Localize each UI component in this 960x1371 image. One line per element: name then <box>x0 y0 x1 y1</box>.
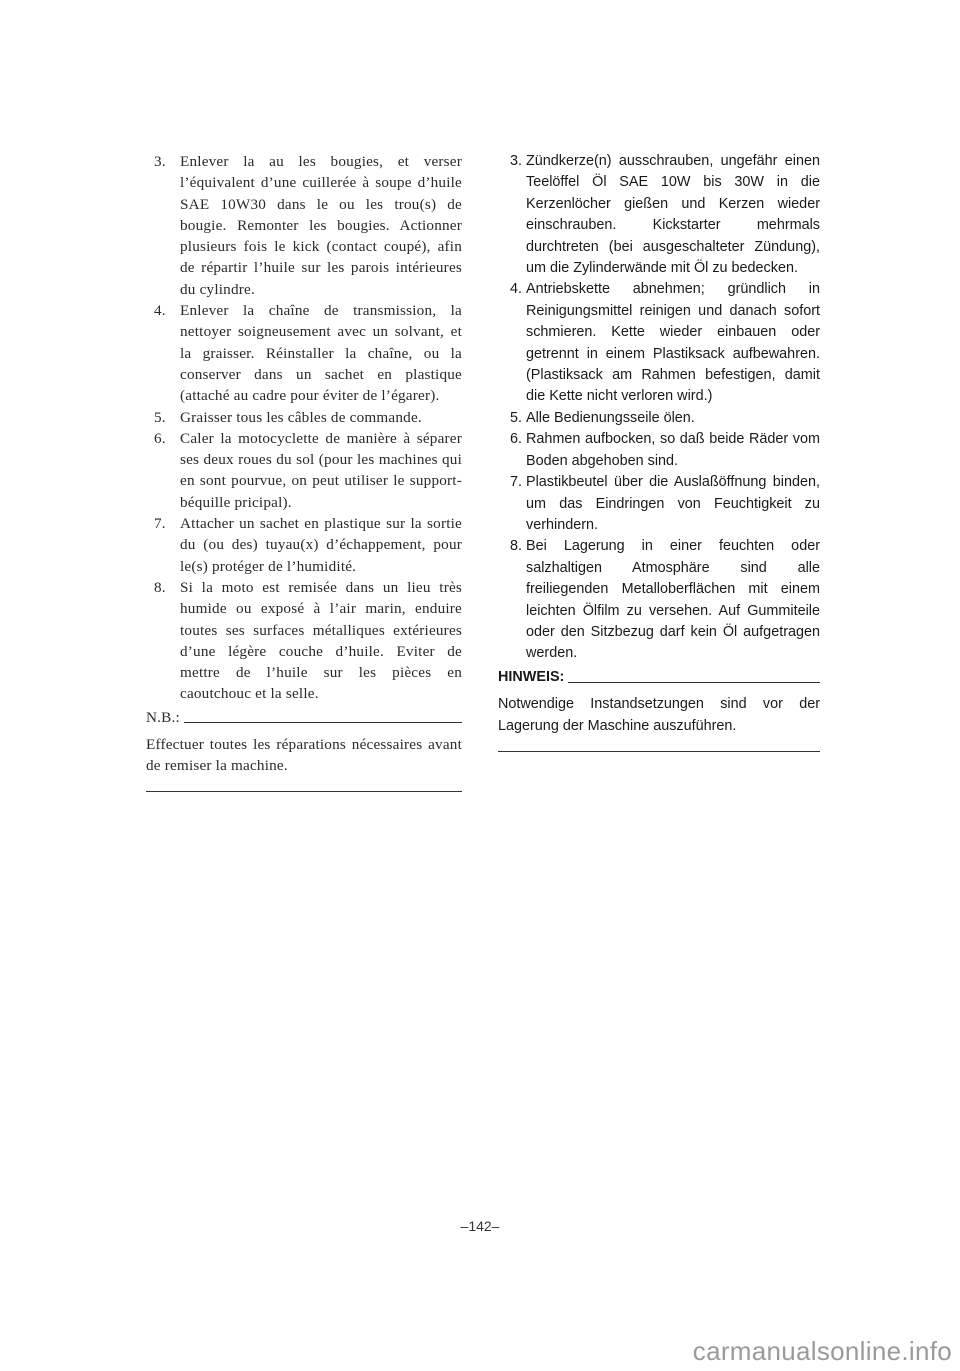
step-number: 5. <box>510 409 523 426</box>
note-end-rule <box>146 791 462 792</box>
step-text: Si la moto est remisée dans un lieu très humide ou exposé à l’air marin, enduire toutes ses surfaces métalliques extérieures d’une légère couche d’huile. Eviter de mettre de l’huile sur les pièces en caoutchouc et la selle. <box>180 578 462 703</box>
step-text: Zündkerze(n) ausschrauben, ungefähr einen Teelöffel Öl SAE 10W bis 30W in die Kerzenlöcher gießen und Kerzen wieder einschrauben. Kickstarter mehrmals durchtreten (bei ausgeschalteter Zündung), um die Zylinderwände mit Öl zu bedecken. <box>526 153 820 277</box>
german-step-6 <box>498 429 820 472</box>
step-text: Bei Lagerung in einer feuchten oder salzhaltigen Atmosphäre sind alle freiliegenden Metalloberflächen mit einem leichten Ölfilm zu versehen. Auf Gummiteile oder den Sitzbezug darf kein Öl aufgetragen werden. <box>526 538 820 662</box>
french-note-heading <box>146 707 462 728</box>
french-step-8 <box>146 577 462 705</box>
german-step-3 <box>498 151 820 279</box>
step-text: Plastikbeutel über die Auslaßöffnung binden, um das Eindringen von Feuchtigkeit zu verhindern. <box>526 474 820 533</box>
french-steps-list <box>146 151 462 705</box>
step-text: Graisser tous les câbles de commande. <box>180 408 422 426</box>
french-step-7 <box>146 513 462 577</box>
french-step-4 <box>146 300 462 406</box>
german-step-5 <box>498 408 820 429</box>
note-end-rule <box>498 751 820 752</box>
step-number: 8. <box>154 578 166 596</box>
french-column <box>146 151 462 792</box>
step-text: Attacher un sachet en plastique sur la sortie du (ou des) tuyau(x) d’échappement, pour le(s) protéger de l’humidité. <box>180 515 462 575</box>
step-text: Enlever la au les bougies, et verser l’équivalent d’une cuillerée à soupe d’huile SAE 10W30 dans le ou les trou(s) de bougie. Remonter les bougies. Actionner plusieurs fois le kick (contact coupé), afin de répartir l’huile sur les parois intérieures du cylindre. <box>180 153 462 298</box>
german-step-4 <box>498 279 820 407</box>
french-step-3 <box>146 151 462 300</box>
step-number: 6. <box>510 431 523 448</box>
step-text: Caler la motocyclette de manière à séparer ses deux roues du sol (pour les machines qui en sont pourvue, on peut utiliser le support-béquille pricipal). <box>180 429 462 511</box>
step-number: 6. <box>154 429 166 447</box>
step-number: 3. <box>510 153 523 169</box>
step-text: Antriebskette abnehmen; gründlich in Reinigungsmittel reinigen und danach sofort schmieren. Kette wieder einbauen oder getrennt in einem Plastiksack aufbewahren. (Plastiksack am Rahmen befestigen, damit die Kette nicht verloren wird.) <box>526 281 820 405</box>
step-text: Enlever la chaîne de transmission, la nettoyer soigneusement avec un solvant, et la graisser. Réinstaller la chaîne, ou la conserver dans un sachet en plastique (attaché au cadre pour éviter de l’égarer). <box>180 302 462 405</box>
german-note-text: Notwendige Instandsetzungen sind vor der Lagerung der Maschine auszuführen. <box>498 696 820 734</box>
french-step-5 <box>146 407 462 428</box>
german-steps-list <box>498 151 820 665</box>
french-step-6 <box>146 428 462 513</box>
step-number: 8. <box>510 538 523 555</box>
step-text: Alle Bedienungsseile ölen. <box>526 409 695 426</box>
note-heading-rule <box>184 722 462 723</box>
step-number: 4. <box>154 302 166 320</box>
step-number: 7. <box>154 515 166 533</box>
step-number: 4. <box>510 281 523 298</box>
step-text: Rahmen aufbocken, so daß beide Räder vom Boden abgehoben sind. <box>526 431 820 469</box>
french-note-text: Effectuer toutes les réparations nécessaires avant de remiser la machine. <box>146 736 462 775</box>
step-number: 5. <box>154 408 166 426</box>
step-number: 7. <box>510 474 523 491</box>
german-column <box>498 151 820 752</box>
german-note-heading <box>498 667 820 688</box>
french-note-label: N.B.: <box>146 708 180 726</box>
german-step-7 <box>498 472 820 536</box>
german-step-8 <box>498 536 820 664</box>
note-heading-rule <box>568 682 820 683</box>
watermark-text: carmanualsonline.info <box>692 1336 952 1366</box>
german-note-label: HINWEIS: <box>498 668 565 685</box>
step-number: 3. <box>154 153 166 170</box>
page-number: –142– <box>460 1218 500 1234</box>
